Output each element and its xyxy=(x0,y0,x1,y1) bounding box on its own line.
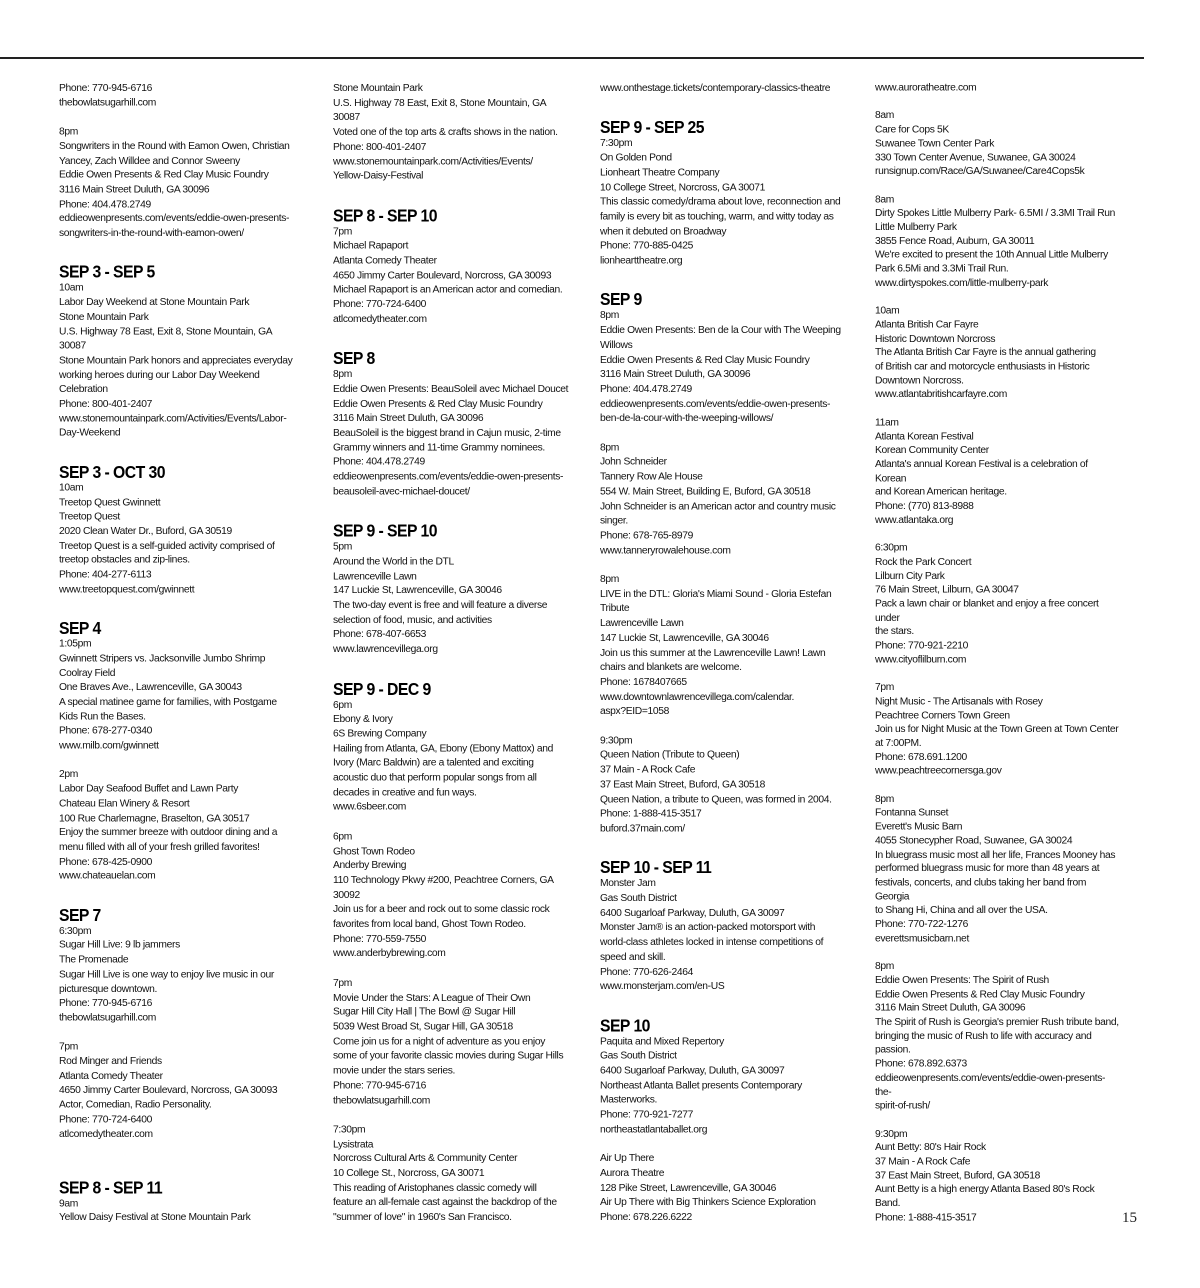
spacer xyxy=(875,96,1119,110)
spacer xyxy=(875,1114,1119,1128)
date-heading: SEP 9 - SEP 10 xyxy=(333,520,437,541)
date-heading: SEP 8 - SEP 11 xyxy=(59,1177,163,1198)
date-heading: SEP 7 xyxy=(59,905,101,925)
event-listing: 5pm Around the World in the DTL Lawrenceville Lawn 147 Luckie St, Lawrenceville, GA 30046 The two-day event is free and will feature a diverse selection of food, music, and activities Phone: 678-407-6653 www.lawrencevillega.org xyxy=(333,541,548,656)
event-listing: 7:30pm On Golden Pond Lionheart Theatre Company 10 College Street, Norcross, GA 30071 This classic comedy/drama about love, reconnection and family is every bit as touching, warm, and witty today as when it debuted on Broadway Phone: 770-885-0425 lionhearttheatre.org xyxy=(600,138,841,267)
event-listing: Air Up There Aurora Theatre 128 Pike Street, Lawrenceville, GA 30046 Air Up There with Big Thinkers Science Exploration Phone: 678.226.6222 xyxy=(600,1153,816,1224)
event-listing: 9:30pm Aunt Betty: 80's Hair Rock 37 Main - A Rock Cafe 37 East Main Street, Buford, GA 30518 Aunt Betty is a high energy Atlanta Based 80's Rock Band. Phone: 1-888-415-3517 xyxy=(875,1128,1095,1223)
spacer xyxy=(875,779,1119,793)
spacer xyxy=(333,500,577,515)
top-rule xyxy=(0,57,1144,59)
spacer xyxy=(59,1157,303,1171)
event-listing: 7pm Night Music - The Artisanals with Rosey Peachtree Corners Town Green Join us for Night Music at the Town Green at Town Center at 7:00PM. Phone: 678.691.1200 www.peachtreecornersga.gov xyxy=(875,682,1119,777)
spacer xyxy=(59,1142,303,1156)
event-listing: 6:30pm Sugar Hill Live: 9 lb jammers The Promenade Sugar Hill Live is one way to enjoy live music in our picturesque downtown. Phone: 770-945-6716 thebowlatsugarhill.com xyxy=(59,925,274,1024)
events-column-1 xyxy=(59,82,303,1226)
spacer xyxy=(59,242,303,256)
event-listing: www.auroratheatre.com xyxy=(875,82,977,94)
date-heading: SEP 8 - SEP 10 xyxy=(333,205,437,226)
event-listing: 11am Atlanta Korean Festival Korean Community Center Atlanta's annual Korean Festival is a celebration of Korean and Korean American heritage. Phone: (770) 813-8988 www.atlantaka.org xyxy=(875,417,1088,526)
spacer xyxy=(875,403,1119,417)
spacer xyxy=(59,754,303,768)
events-column-4 xyxy=(875,82,1119,1226)
spacer xyxy=(59,111,303,125)
spacer xyxy=(600,559,844,574)
event-listing: 10am Labor Day Weekend at Stone Mountain Park Stone Mountain Park U.S. Highway 78 East, Exit 8, Stone Mountain, GA 30087 Stone Mountain Park honors and appreciates everyday working heroes during our Labor Day Weekend Celebration Phone: 800-401-2407 www.stonemountainpark.com/Activities/Events/Labor- Day-Weekend xyxy=(59,282,293,439)
event-listing: 8am Dirty Spokes Little Mulberry Park- 6.5MI / 3.3MI Trail Run Little Mulberry Park 3855 Fence Road, Auburn, GA 30011 We're excited to present the 10th Annual Little Mulberry Park 6.5Mi and 3.3Mi Trail Run. www.dirtyspokes.com/little-mulberry-park xyxy=(875,194,1116,289)
date-heading: SEP 4 xyxy=(59,618,101,638)
date-heading: SEP 10 - SEP 11 xyxy=(600,857,712,878)
spacer xyxy=(600,1138,844,1153)
event-listing: 7pm Rod Minger and Friends Atlanta Comedy Theater 4650 Jimmy Carter Boulevard, Norcross, GA 30093 Actor, Comedian, Radio Personality. Phone: 770-724-6400 atlcomedytheater.com xyxy=(59,1041,278,1140)
date-heading: SEP 9 - DEC 9 xyxy=(333,678,431,699)
spacer xyxy=(875,180,1119,194)
event-listing: 7:30pm Lysistrata Norcross Cultural Arts & Community Center 10 College St., Norcross, GA 30071 This reading of Aristophanes classic comedy will feature an all-female cast against the backdrop of the "summer of love" in 1960's San Francisco. xyxy=(333,1124,557,1224)
date-heading: SEP 9 xyxy=(600,289,642,310)
event-listing: Phone: 770-945-6716 thebowlatsugarhill.com xyxy=(59,82,157,109)
event-listing: 9:30pm Queen Nation (Tribute to Queen) 37 Main - A Rock Cafe 37 East Main Street, Buford, GA 30518 Queen Nation, a tribute to Queen, was formed in 2004. Phone: 1-888-415-3517 buford.37main.com/ xyxy=(600,735,832,835)
date-heading: SEP 10 xyxy=(600,1015,650,1036)
event-listing: 10am Atlanta British Car Fayre Historic Downtown Norcross The Atlanta British Car Fayre is the annual gathering of British car and motorcycle enthusiasts in Historic Downtown Norcross. www.atlantabritishcarfayre.com xyxy=(875,306,1096,401)
event-listing: 7pm Michael Rapaport Atlanta Comedy Theater 4650 Jimmy Carter Boulevard, Norcross, GA 30093 Michael Rapaport is an American actor and comedian. Phone: 770-724-6400 atlcomedytheater.com xyxy=(333,226,563,325)
spacer xyxy=(59,885,303,899)
event-listing: 6pm Ebony & Ivory 6S Brewing Company Hailing from Atlanta, GA, Ebony (Ebony Mattox) and Ivory (Marc Baldwin) are a talented and exciting acoustic duo that perform popular songs from all decades in creative and fun ways. www.6sbeer.com xyxy=(333,699,554,813)
event-listing: 8pm Eddie Owen Presents: Ben de la Cour with The Weeping Willows Eddie Owen Presents & Red Clay Music Foundry 3116 Main Street Duluth, GA 30096 Phone: 404.478.2749 eddieowenpresents.com/events/eddie-owen-presents- ben-de-la-cour-with-the-weeping-willows/ xyxy=(600,310,841,425)
event-listing: Monster Jam Gas South District 6400 Sugarloaf Parkway, Duluth, GA 30097 Monster Jam® is an action-packed motorsport with world-class athletes locked in intense competitions of speed and skill. Phone: 770-626-2464 www.monsterjam.com/en-US xyxy=(600,878,824,993)
spacer xyxy=(59,1026,303,1040)
spacer xyxy=(333,328,577,343)
spacer xyxy=(875,528,1119,542)
spacer xyxy=(600,995,844,1010)
event-listing: 6:30pm Rock the Park Concert Lilburn City Park 76 Main Street, Lilburn, GA 30047 Pack a lawn chair or blanket and enjoy a free concert under the stars. Phone: 770-921-2210 www.cityoflilburn.com xyxy=(875,543,1099,666)
event-listing: Stone Mountain Park U.S. Highway 78 East, Exit 8, Stone Mountain, GA 30087 Voted one of the top arts & crafts shows in the nation. Phone: 800-401-2407 www.stonemountainpark.com/Activities/Events/ Yellow-Daisy-Festival xyxy=(333,82,558,182)
spacer xyxy=(875,291,1119,305)
event-listing: 8pm Fontanna Sunset Everett's Music Barn 4055 Stonecypher Road, Suwanee, GA 30024 In bluegrass music most all her life, Frances Mooney has performed bluegrass music for more than 48 years at festivals, concerts, and clubs taking her band from Georgia to Shang Hi, China and all over the USA. Phone: 770-722-1276 everettsmusicbarn.net xyxy=(875,794,1116,945)
spacer xyxy=(59,598,303,612)
spacer xyxy=(333,1109,577,1124)
event-listing: 8pm John Schneider Tannery Row Ale House 554 W. Main Street, Building E, Buford, GA 30518 John Schneider is an American actor and country music singer. Phone: 678-765-8979 www.tanneryrowalehouse.com xyxy=(600,442,836,556)
spacer xyxy=(59,441,303,455)
event-listing: Paquita and Mixed Repertory Gas South District 6400 Sugarloaf Parkway, Duluth, GA 30097 Northeast Atlanta Ballet presents Contemporary Masterworks. Phone: 770-921-7277 northeastatlantaballet.org xyxy=(600,1036,802,1136)
event-listing: 1:05pm Gwinnett Stripers vs. Jacksonville Jumbo Shrimp Coolray Field One Braves Ave., Lawrenceville, GA 30043 A special matinee game for families, with Postgame Kids Run the Bases. Phone: 678-277-0340 www.milb.com/gwinnett xyxy=(59,638,277,752)
event-listing: www.onthestage.tickets/contemporary-classics-theatre xyxy=(600,82,831,94)
spacer xyxy=(600,97,844,112)
spacer xyxy=(875,947,1119,961)
spacer xyxy=(875,668,1119,682)
spacer xyxy=(333,816,577,831)
event-listing: 8pm Eddie Owen Presents: The Spirit of Rush Eddie Owen Presents & Red Clay Music Foundry 3116 Main Street Duluth, GA 30096 The Spirit of Rush is Georgia's premier Rush tribute band, bringing the music of Rush to life with accuracy and passion. Phone: 678.892.6373 eddieowenpresents.com/events/eddie-owen-presents-the- spirit-of-rush/ xyxy=(875,961,1119,1112)
event-listing: 8pm LIVE in the DTL: Gloria's Miami Sound - Gloria Estefan Tribute Lawrenceville Lawn 147 Luckie St, Lawrenceville, GA 30046 Join us this summer at the Lawrenceville Lawn! Lawn chairs and blankets are welcome. Phone: 1678407665 www.downtownlawrencevillega.com/calendar. aspx?EID=1058 xyxy=(600,574,832,718)
event-listing: 10am Treetop Quest Gwinnett Treetop Quest 2020 Clean Water Dr., Buford, GA 30519 Treetop Quest is a self-guided activity comprised of treetop obstacles and zip-lines. Phone: 404-277-6113 www.treetopquest.com/gwinnett xyxy=(59,482,275,596)
event-listing: 8pm Eddie Owen Presents: BeauSoleil avec Michael Doucet Eddie Owen Presents & Red Clay Music Foundry 3116 Main Street Duluth, GA 30096 BeauSoleil is the biggest brand in Cajun music, 2-time Grammy winners and 11-time Grammy nominees. Phone: 404.478.2749 eddieowenpresents.com/events/eddie-owen-presents- beausoleil-avec-michael-doucet/ xyxy=(333,369,569,498)
event-listing: 8am Care for Cops 5K Suwanee Town Center Park 330 Town Center Avenue, Suwanee, GA 30024 runsignup.com/Race/GA/Suwanee/Care4Cops5k xyxy=(875,110,1085,178)
spacer xyxy=(333,658,577,673)
spacer xyxy=(600,720,844,735)
date-heading: SEP 3 - SEP 5 xyxy=(59,262,155,282)
spacer xyxy=(333,185,577,200)
date-heading: SEP 8 xyxy=(333,348,375,369)
events-column-3 xyxy=(600,82,844,1226)
spacer xyxy=(600,269,844,284)
date-heading: SEP 9 - SEP 25 xyxy=(600,117,704,138)
event-listing: 9am Yellow Daisy Festival at Stone Mountain Park xyxy=(59,1198,251,1224)
spacer xyxy=(600,837,844,852)
page-number: 15 xyxy=(1122,1210,1137,1226)
event-listing: 8pm Songwriters in the Round with Eamon Owen, Christian Yancey, Zach Willdee and Connor Sweeny Eddie Owen Presents & Red Clay Music Foundry 3116 Main Street Duluth, GA 30096 Phone: 404.478.2749 eddieowenpresents.com/events/eddie-owen-presents- songwriters-in-the-round-with-eamon-owen/ xyxy=(59,126,290,239)
event-listing: 7pm Movie Under the Stars: A League of Their Own Sugar Hill City Hall | The Bowl @ Sugar Hill 5039 West Broad St, Sugar Hill, GA 30518 Come join us for a night of adventure as you enjoy some of your favorite classic movies during Sugar Hills movie under the stars series. Phone: 770-945-6716 thebowlatsugarhill.com xyxy=(333,977,564,1106)
event-listing: 2pm Labor Day Seafood Buffet and Lawn Party Chateau Elan Winery & Resort 100 Rue Charlemagne, Braselton, GA 30517 Enjoy the summer breeze with outdoor dining and a menu filled with all of your fresh grilled favorites! Phone: 678-425-0900 www.chateauelan.com xyxy=(59,769,278,882)
event-listing: 6pm Ghost Town Rodeo Anderby Brewing 110 Technology Pkwy #200, Peachtree Corners, GA 30092 Join us for a beer and rock out to some classic rock favorites from local band, Ghost Town Rodeo. Phone: 770-559-7550 www.anderbybrewing.com xyxy=(333,831,554,960)
events-column-2 xyxy=(333,82,577,1226)
spacer xyxy=(600,427,844,442)
spacer xyxy=(333,962,577,977)
date-heading: SEP 3 - OCT 30 xyxy=(59,461,165,482)
